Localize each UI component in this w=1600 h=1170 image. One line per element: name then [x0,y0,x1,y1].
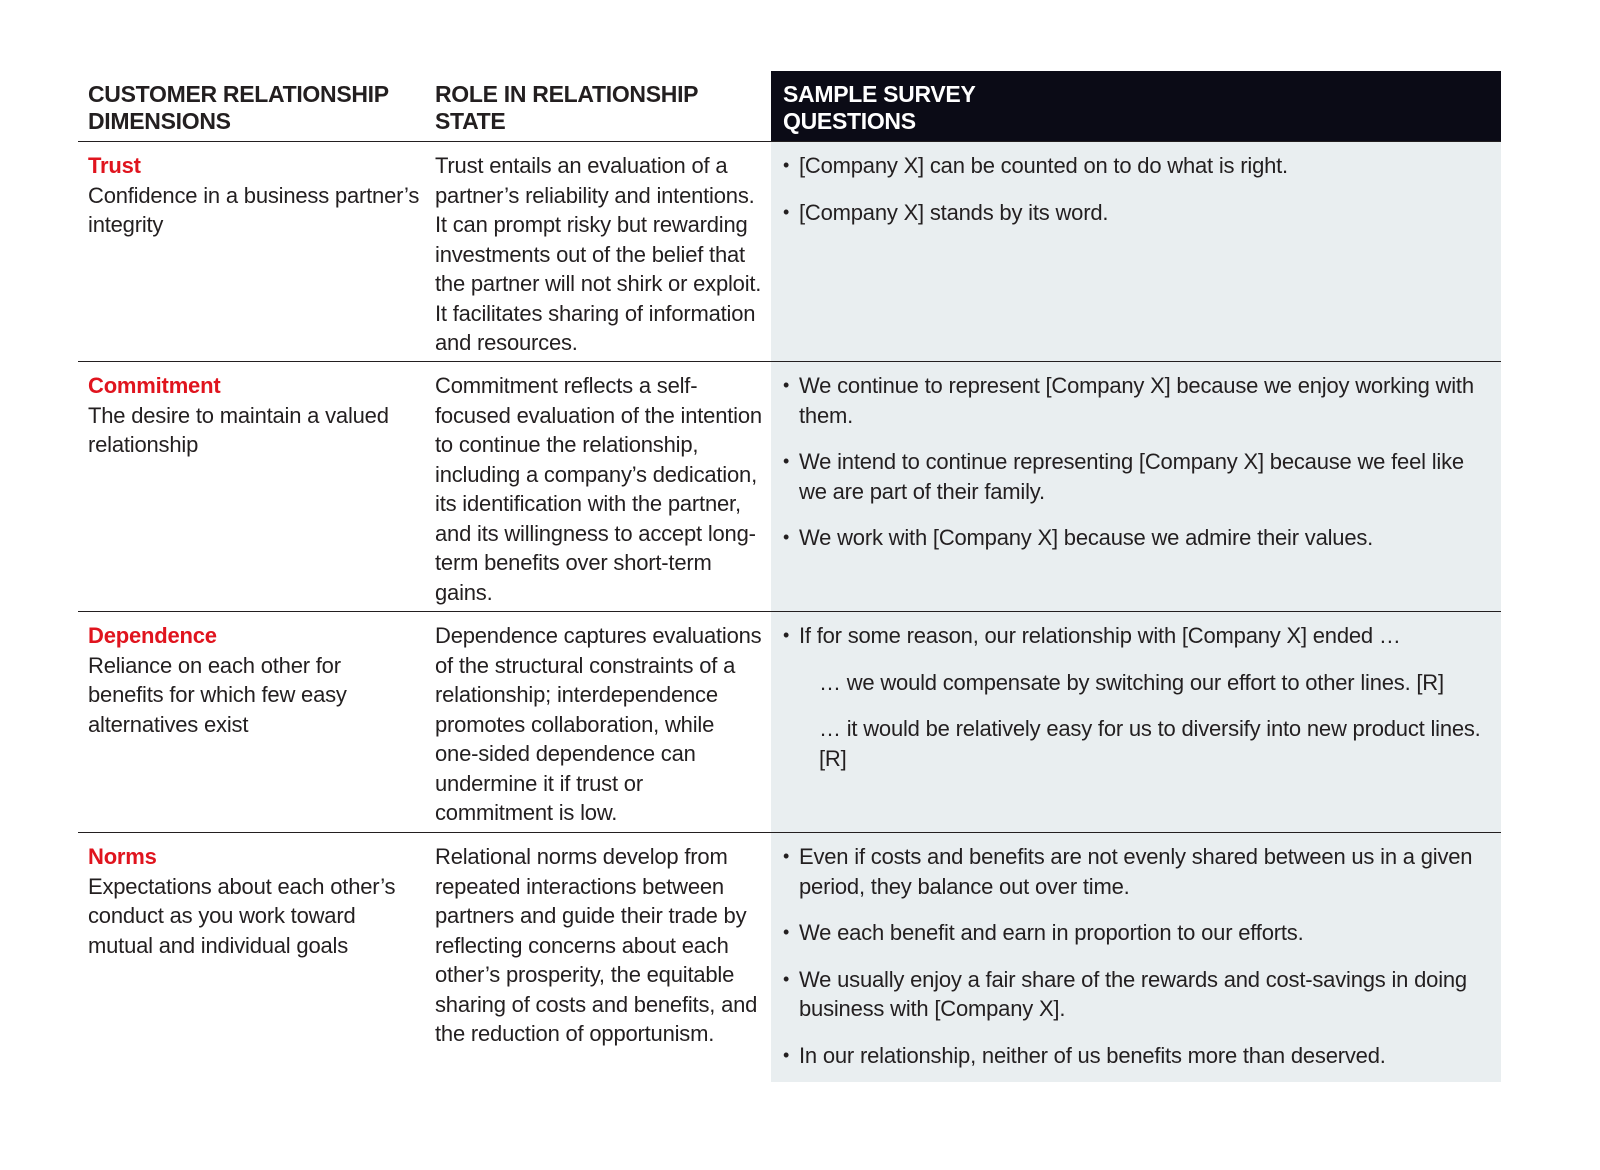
question-text: We work with [Company X] because we admire their values. [799,525,1374,550]
role-cell [425,833,771,1082]
question-text: Even if costs and benefits are not evenly shared between us in a given period, they balance out over time. [799,844,1473,899]
question-text: In our relationship, neither of us benefits more than deserved. [799,1042,1386,1068]
header-dimensions [78,71,425,141]
bullet-icon: • [783,846,790,866]
question-text: We each benefit and earn in proportion to our efforts. [799,920,1304,945]
table-row-norms [78,833,1501,1082]
dimension-description: Reliance on each other for benefits for which few easy alternatives exist [88,652,347,737]
question-item [783,371,1491,430]
bullet-icon: • [783,201,790,222]
role-cell [425,142,771,361]
questions-cell [771,612,1501,832]
header-questions [771,71,1501,141]
question-item [783,965,1491,1024]
question-item [783,621,1491,651]
bullet-icon: • [783,625,790,645]
questions-cell [771,142,1501,361]
role-text: Relational norms develop from repeated interactions between partners and guide their trade by reflecting concerns about each other’s prosperity, the equitable sharing of costs and benefits, and the reduction of opportunism. [435,844,758,1046]
dimension-cell [78,833,425,1082]
question-item [783,523,1491,553]
table-header [78,71,1501,142]
header-questions-line1: SAMPLE SURVEY [783,81,976,107]
question-item [783,151,1491,181]
bullet-icon: • [783,968,790,989]
dimension-cell [78,362,425,611]
role-text: Commitment reflects a self-focused evaluation of the intention to continue the relationship, including a company’s dedication, its identification with the partner, and its willingness to accept long-term benefits over short-term gains. [435,373,762,605]
dimension-description: Confidence in a business partner’s integrity [88,182,420,237]
table-row-commitment [78,362,1501,612]
role-text: Dependence captures evaluations of the structural constraints of a relationship; interdependence promotes collaboration, while one-sided dependence can undermine it if trust or commitment is low. [435,623,762,825]
table-row-trust [78,142,1501,362]
dimension-cell [78,142,425,361]
header-dimensions-line1: CUSTOMER RELATIONSHIP [88,81,389,107]
header-questions-line2: QUESTIONS [783,108,916,134]
dimension-cell [78,612,425,832]
role-cell [425,362,771,611]
question-item [783,842,1491,901]
sub-question-text: … we would compensate by switching our effort to other lines. [R] [819,669,1444,695]
header-role-line1: ROLE IN RELATIONSHIP [435,81,699,107]
question-text: We usually enjoy a fair share of the rewards and cost-savings in doing business with [Company X]. [799,966,1467,1021]
question-text: [Company X] stands by its word. [799,199,1109,225]
role-cell [425,612,771,832]
bullet-icon: • [783,451,790,471]
relationship-dimensions-table [78,71,1501,1082]
bullet-icon: • [783,155,790,175]
role-text: Trust entails an evaluation of a partner’s reliability and intentions. It can prompt risky but rewarding investments out of the belief that the partner will not shirk or exploit. It facilitates sharing of information and resources. [435,153,762,355]
bullet-icon: • [783,527,790,547]
question-text: If for some reason, our relationship with [Company X] ended … [799,623,1401,648]
bullet-icon: • [783,375,790,395]
question-item [783,1041,1491,1071]
dimension-name: Commitment [88,373,221,398]
questions-cell [771,833,1501,1082]
question-item [783,447,1491,506]
bullet-icon: • [783,1044,790,1065]
question-text: [Company X] can be counted on to do what is right. [799,153,1288,178]
questions-cell [771,362,1501,611]
dimension-name: Trust [88,153,141,178]
bullet-icon: • [783,922,790,942]
header-role-line2: STATE [435,108,506,134]
question-text: We continue to represent [Company X] because we enjoy working with them. [799,373,1474,428]
header-role [425,71,771,141]
question-item [783,918,1491,948]
header-dimensions-line2: DIMENSIONS [88,108,231,134]
table-row-dependence [78,612,1501,833]
dimension-name: Dependence [88,623,217,648]
question-text: We intend to continue representing [Company X] because we feel like we are part of their family. [799,449,1464,504]
dimension-description: Expectations about each other’s conduct as you work toward mutual and individual goals [88,873,396,958]
dimension-description: The desire to maintain a valued relationship [88,402,389,457]
sub-question-text: … it would be relatively easy for us to diversify into new product lines. [R] [819,716,1481,771]
dimension-name: Norms [88,844,157,869]
question-item [783,198,1491,228]
